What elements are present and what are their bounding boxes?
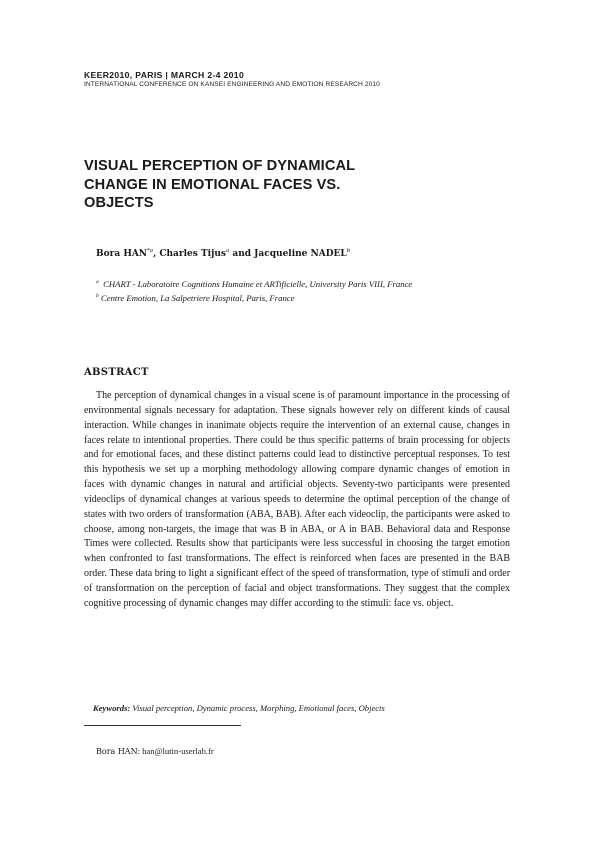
author-name: Charles Tijus (159, 249, 226, 259)
corresponding-author: Bora HAN (96, 747, 138, 756)
abstract-body: The perception of dynamical changes in a visual scene is of paramount importance in the processing of environmental signals necessary for adaptation. These signals however rely on different kinds of causal interaction. While changes in inanimate objects require the intervention of an external cause, changes in faces relate to intentional properties. There could be thus specific patterns of brain processing for objects and for emotional faces, and these distinct patterns could lead to distinctive perceptual responses. To test this hypothesis we set up a morphing methodology allowing compare dynamic changes of emotion in faces with dynamic changes in natural and artificial objects. Seventy-two participants were presented videoclips of dynamical changes at various speeds to determine the optimal perception of the change of states with two orders of transformation (ABA, BAB). After each videoclip, the participants were asked to choose, among non-targets, the image that was B in ABA, or A in BAB. Behavioral data and Response Times were collected. Results show that participants were less successful in choosing the target emotion when confronted to fast transformations. The effect is reinforced when faces are presented in the BAB order. These data bring to light a significant effect of the speed of transformation, type of stimuli and order of transformation on the perception of facial and object transformations. They suggest that the complex cognitive processing of dynamic changes may differ according to the stimuli: face vs. object. (84, 390, 510, 609)
affiliation-mark: a (96, 279, 99, 286)
affiliation-mark: a (225, 248, 230, 254)
affiliation-a (96, 279, 412, 289)
paper-title (84, 157, 484, 213)
conference-title: KEER2010, PARIS | MARCH 2-4 2010 (84, 70, 245, 80)
author-name: Bora HAN (96, 249, 148, 259)
affiliation-text: CHART - Laboratoire Cognitions Humaine et ARTificielle, University Paris VIII, France (103, 279, 413, 289)
title-line-1: VISUAL PERCEPTION OF DYNAMICAL (84, 158, 356, 174)
keywords (93, 703, 385, 713)
correspondence-footnote (96, 746, 214, 756)
keywords-text: Visual perception, Dynamic process, Morphing, Emotional faces, Objects (130, 703, 385, 713)
author-separator: and (229, 249, 255, 259)
title-line-2: CHANGE IN EMOTIONAL FACES VS. (84, 176, 341, 193)
affiliation-mark: b (96, 293, 99, 300)
author-separator: , (153, 249, 160, 259)
author-list (96, 248, 350, 259)
conference-subtitle: INTERNATIONAL CONFERENCE ON KANSEI ENGINEERING AND EMOTION RESEARCH 2010 (84, 81, 380, 88)
abstract-heading: ABSTRACT (84, 367, 149, 378)
affiliation-text: Centre Emotion, La Salpetriere Hospital, Paris, France (100, 293, 295, 303)
affiliation-b (96, 293, 295, 303)
corresponding-email: : han@lutin-userlab.fr (137, 746, 214, 756)
author-name: Jacqueline NADEL (254, 249, 347, 259)
affiliation-mark: *a (147, 248, 154, 254)
affiliation-mark: b (346, 248, 351, 254)
keywords-label: Keywords: (93, 703, 131, 713)
footnote-divider (84, 725, 241, 726)
title-line-3: OBJECTS (84, 195, 154, 211)
